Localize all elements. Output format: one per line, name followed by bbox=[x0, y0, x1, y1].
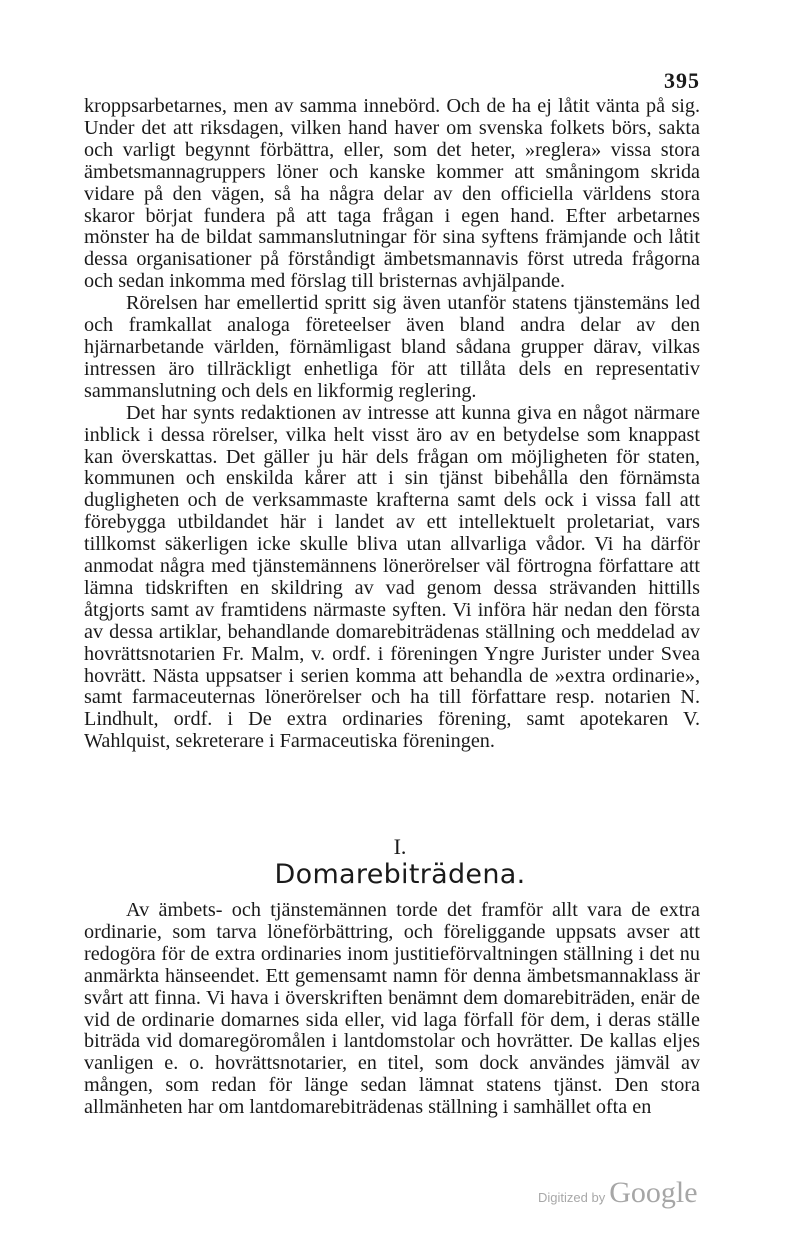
digitized-watermark bbox=[538, 1176, 698, 1210]
body-text-lower bbox=[84, 900, 700, 1119]
page-number: 395 bbox=[664, 68, 700, 93]
paragraph: Rörelsen har emellertid spritt sig även utanför statens tjänstemäns led och framkallat analoga företeelser även bland andra delar av den hjärnarbetande världen, förnämligast bland sådana grupper därav, vilkas intressen äro tillräckligt enhetliga för att tillåta dels en representativ sammanslutning och dels en likformig reglering. bbox=[84, 292, 700, 402]
paragraph: kroppsarbetarnes, men av samma innebörd. Och de ha ej låtit vänta på sig. Under det att riksdagen, vilken hand haver om svenska folkets börs, sakta och varligt begynnt förbättra, eller, som det heter, »reglera» vissa stora ämbetsmannagruppers löner och kanske kommer att småningom skrida vidare på den vägen, så ha några delar av den officiella världens stora skaror börjat fundera på att taga frågan i egen hand. Efter arbetarnes mönster ha de bildat sammanslutningar för sina syftens främjande och låtit dessa organisationer på förståndigt ämbetsmannavis först utreda frågorna och sedan inkomma med förslag till bristernas avhjälpande. bbox=[84, 95, 700, 293]
paragraph: Det har synts redaktionen av intresse att kunna giva en något närmare inblick i dessa rörelser, vilka helt visst äro av en betydelse som knappast kan överskattas. Det gäller ju här dels frågan om möjligheten för staten, kommunen och enskilda kårer att i sin tjänst bibehålla den förnämsta dugligheten och de verksammaste krafterna samt dels ock i vissa fall att förebygga utbildandet här i landet av ett intellektuelt proletariat, vars tillkomst säkerligen icke skulle bliva utan allvarliga vådor. Vi ha därför anmodat några med tjänstemännens lönerörelser väl förtrogna författare att lämna tidskriften en skildring av vad genom dessa strävanden hittills åtgjorts samt av framtidens närmaste syften. Vi införa här nedan den första av dessa artiklar, behandlande domarebiträdenas ställning och meddelad av hovrättsnotarien Fr. Malm, v. ordf. i föreningen Yngre Jurister under Svea hovrätt. Nästa uppsatser i serien komma att behandla de »extra ordinarie», samt farmaceuternas lönerörelser och ha till författare resp. notarien N. Lindhult, ordf. i De extra ordinaries förening, samt apotekaren V. Wahlquist, sekreterare i Farmaceutiska föreningen. bbox=[84, 401, 700, 753]
watermark-prefix: Digitized by bbox=[538, 1190, 606, 1205]
google-logo: Google bbox=[609, 1176, 698, 1209]
section-number: I. bbox=[393, 834, 407, 859]
paragraph: Av ämbets- och tjänstemännen torde det framför allt vara de extra ordinarie, som tarva löneförbättring, och föreliggande uppsats avser att redogöra för de extra ordinaries inom justitieförvaltningen ställning i det nu anmärkta hänseendet. Ett gemensamt namn för denna ämbetsmannaklass är svårt att finna. Vi hava i överskriften benämnt dem domarebiträden, enär de vid de ordinarie domarnes sida eller, vid laga förfall för dem, i deras ställe biträda vid domaregöromålen i lantdomstolar och hovrätter. De kallas eljes vanligen e. o. hovrättsnotarier, en titel, som dock användes jämväl av mången, som redan för länge sedan lämnat statens tjänst. Den stora allmänheten har om lantdomarebiträdenas ställning i samhället ofta en bbox=[84, 899, 700, 1119]
section-title: Domarebiträdena. bbox=[274, 859, 526, 890]
body-text-upper bbox=[84, 96, 700, 753]
